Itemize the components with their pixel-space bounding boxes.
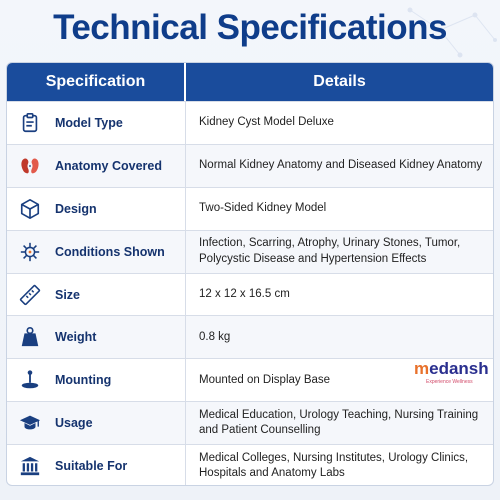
spec-label: Mounting bbox=[55, 373, 112, 388]
table-row bbox=[7, 444, 493, 486]
spec-cell bbox=[7, 145, 186, 187]
spec-cell bbox=[7, 188, 186, 230]
ruler-icon bbox=[19, 284, 41, 306]
spec-label: Size bbox=[55, 287, 81, 302]
spec-label: Usage bbox=[55, 416, 93, 431]
spec-cell bbox=[7, 445, 186, 486]
cube-icon bbox=[19, 198, 41, 220]
table-row bbox=[7, 273, 493, 316]
detail-cell: Mounted on Display Base bbox=[199, 373, 331, 386]
detail-cell: Medical Colleges, Nursing Institutes, Urology Clinics, Hospitals and Anatomy Labs bbox=[199, 451, 469, 480]
spec-cell bbox=[7, 316, 186, 358]
table-row bbox=[7, 187, 493, 230]
table-row bbox=[7, 144, 493, 187]
table-row bbox=[7, 230, 493, 273]
table-row bbox=[7, 101, 493, 144]
table-row bbox=[7, 401, 493, 444]
institution-icon bbox=[19, 455, 41, 477]
spec-cell bbox=[7, 274, 186, 316]
spec-cell bbox=[7, 231, 186, 273]
header-details: Details bbox=[313, 73, 366, 90]
specifications-table bbox=[6, 62, 494, 486]
spec-label: Weight bbox=[55, 330, 97, 345]
spec-label: Model Type bbox=[55, 115, 123, 130]
spec-label: Conditions Shown bbox=[55, 244, 165, 259]
logo-tagline: Experience Wellness bbox=[426, 379, 473, 385]
stand-icon bbox=[19, 369, 41, 391]
table-header bbox=[7, 63, 493, 101]
clipboard-icon bbox=[19, 112, 41, 134]
detail-cell: Kidney Cyst Model Deluxe bbox=[199, 116, 334, 129]
header-specification: Specification bbox=[7, 63, 186, 101]
medansh-logo bbox=[408, 357, 489, 387]
detail-cell: 12 x 12 x 16.5 cm bbox=[199, 287, 290, 300]
detail-cell: Infection, Scarring, Atrophy, Urinary Stones, Tumor, Polycystic Disease and Hypertension Effects bbox=[199, 237, 461, 265]
detail-cell: Normal Kidney Anatomy and Diseased Kidney Anatomy bbox=[199, 159, 483, 172]
detail-cell: Two-Sided Kidney Model bbox=[199, 201, 327, 214]
detail-cell: Medical Education, Urology Teaching, Nursing Training and Patient Counselling bbox=[199, 408, 479, 437]
detail-cell: 0.8 kg bbox=[199, 330, 231, 343]
table-row bbox=[7, 315, 493, 358]
graduation-cap-icon bbox=[19, 412, 41, 434]
spec-label: Suitable For bbox=[55, 459, 128, 474]
spec-cell bbox=[7, 359, 186, 401]
spec-cell bbox=[7, 402, 186, 444]
spec-label: Design bbox=[55, 201, 97, 216]
logo-wordmark: medansh bbox=[414, 359, 489, 378]
spec-cell bbox=[7, 102, 186, 144]
kidney-icon bbox=[19, 155, 41, 177]
page-title: Technical Specifications bbox=[53, 8, 447, 47]
virus-icon bbox=[19, 241, 41, 263]
spec-label: Anatomy Covered bbox=[55, 158, 162, 173]
weight-icon bbox=[19, 326, 41, 348]
